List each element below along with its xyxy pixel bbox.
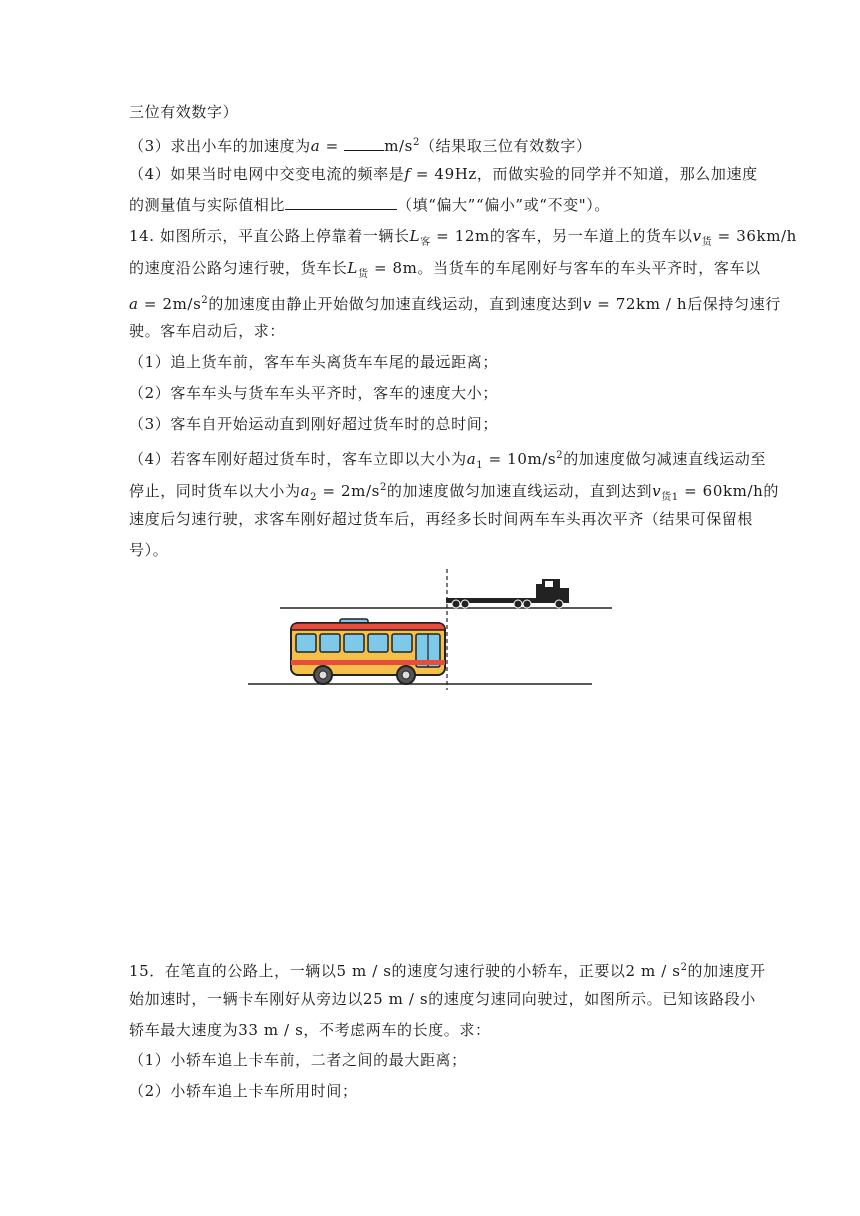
q14-line-8: 停止，同时货车以大小为$a_2 = 2m/s^2$的加速度做匀加速直线运动，直到达到$v_{货1} = 60km/h$的: [129, 482, 779, 503]
q15-line-0: 15．在笔直的公路上，一辆以5 m / s的速度匀速行驶的小轿车，正要以2 m / $s^2$的加速度开: [129, 962, 766, 980]
truck-icon: [446, 579, 569, 608]
q14-line-3: 驶。客车启动后，求：: [129, 322, 286, 340]
q14-line-0: 14. 如图所示，平直公路上停靠着一辆长$L_客 = 12m$的客车，另一车道上的货车以$v_货 = 36km/h$: [129, 227, 797, 248]
bus-icon: [291, 619, 445, 684]
q14-line-6: （3）客车自开始运动直到刚好超过货车时的总时间；: [129, 415, 498, 433]
q13-line-1: （3）求出小车的加速度为$a = m/s^2$（结果取三位有效数字）: [129, 137, 592, 155]
q13-line-0: 三位有效数字）: [129, 103, 239, 121]
q14-line-10: 号）。: [129, 541, 169, 559]
q14-line-1: 的速度沿公路匀速行驶，货车长$L_货 = 8m$。当货车的车尾刚好与客车的车头平齐时，客车以: [129, 259, 761, 280]
q14-line-4: （1）追上货车前，客车车头离货车车尾的最远距离；: [129, 353, 498, 371]
q15-line-2: 轿车最大速度为33 m / s，不考虑两车的长度。求：: [129, 1021, 491, 1039]
q15-line-1: 始加速时，一辆卡车刚好从旁边以25 m / s的速度匀速同向驶过，如图所示。已知该路段小: [129, 990, 756, 1008]
answer-blank-compare: [285, 195, 397, 210]
q14-line-7: （4）若客车刚好超过货车时，客车立即以大小为$a_1 = 10m/s^2$的加速度做匀减速直线运动至: [129, 450, 767, 471]
bus-truck-figure: [246, 566, 616, 690]
q14-line-5: （2）客车车头与货车车头平齐时，客车的速度大小；: [129, 384, 498, 402]
q14-line-9: 速度后匀速行驶，求客车刚好超过货车后，再经多长时间两车车头再次平齐（结果可保留根: [129, 510, 754, 528]
q15-line-4: （2）小轿车追上卡车所用时间；: [129, 1082, 358, 1100]
q14-line-2: $a = 2m/s^2$的加速度由静止开始做匀加速直线运动，直到速度达到v = 72km / h后保持匀速行: [129, 295, 781, 313]
answer-blank-accel: [344, 136, 384, 151]
q13-line-2: （4）如果当时电网中交变电流的频率是f = 49Hz，而做实验的同学并不知道，那么加速度: [129, 165, 758, 183]
q15-line-3: （1）小轿车追上卡车前，二者之间的最大距离；: [129, 1051, 467, 1069]
q13-line-3: 的测量值与实际值相比 （填“偏大”“偏小”或“不变"）。: [129, 196, 610, 214]
